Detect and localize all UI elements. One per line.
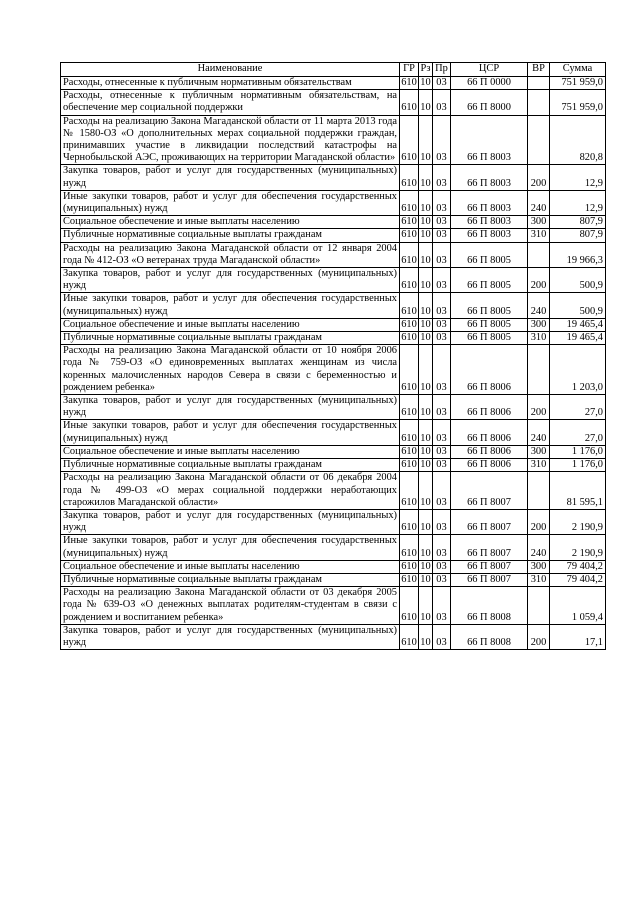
table-row <box>61 115 606 165</box>
header-gr: ГР <box>400 63 419 77</box>
cell-rz: 10 <box>420 318 431 330</box>
cell-vr <box>528 115 550 165</box>
cell-csr: 66 П 8008 <box>451 587 528 625</box>
cell-rz: 10 <box>419 395 433 420</box>
cell-pr: 03 <box>433 190 451 215</box>
cell-sum: 2 190,9 <box>550 535 606 560</box>
cell-name: Расходы на реализацию Закона Магаданской области от 03 декабря 2005 года № 639-ОЗ «О денежных выплатах родителям-студентам в связи с рождением и воспитанием ребенка» <box>61 587 400 625</box>
cell-sum: 1 203,0 <box>550 345 606 395</box>
cell-rz: 10 <box>420 332 431 344</box>
header-vr: ВР <box>528 63 550 77</box>
cell-rz: 10 <box>420 216 431 228</box>
cell-rz: 10 <box>419 587 433 625</box>
cell-pr: 03 <box>433 229 451 242</box>
cell-sum: 820,8 <box>550 115 606 165</box>
cell-pr: 03 <box>433 445 451 458</box>
table-row <box>61 509 606 534</box>
cell-csr: 66 П 8003 <box>451 216 528 229</box>
table-row <box>61 229 606 242</box>
cell-csr: 66 П 8005 <box>451 318 528 331</box>
cell-vr: 240 <box>528 293 550 318</box>
header-sum: Сумма <box>550 63 606 77</box>
cell-vr: 200 <box>528 395 550 420</box>
cell-sum: 1 176,0 <box>550 445 606 458</box>
cell-sum: 807,9 <box>550 216 606 229</box>
cell-gr: 610 <box>401 318 417 330</box>
cell-name: Иные закупки товаров, работ и услуг для обеспечения государственных (муниципальных) нужд <box>61 293 400 318</box>
table-row <box>61 165 606 190</box>
cell-gr: 610 <box>400 268 419 293</box>
cell-csr: 66 П 8006 <box>451 420 528 445</box>
cell-vr <box>528 587 550 625</box>
cell-sum: 79 404,2 <box>550 573 606 586</box>
cell-vr: 300 <box>528 560 550 573</box>
cell-rz: 10 <box>419 345 433 395</box>
cell-pr: 03 <box>433 509 451 534</box>
cell-name: Закупка товаров, работ и услуг для государственных (муниципальных) нужд <box>61 509 400 534</box>
cell-pr: 03 <box>433 560 451 573</box>
cell-gr: 610 <box>400 587 419 625</box>
cell-gr: 610 <box>401 77 417 88</box>
cell-csr: 66 П 0000 <box>451 77 528 90</box>
budget-table <box>60 62 606 650</box>
cell-name: Иные закупки товаров, работ и услуг для обеспечения государственных (муниципальных) нужд <box>61 420 400 445</box>
cell-vr <box>528 90 550 115</box>
cell-gr: 610 <box>400 90 419 115</box>
cell-gr: 610 <box>400 420 419 445</box>
cell-sum: 751 959,0 <box>550 90 606 115</box>
table-row <box>61 332 606 345</box>
table-row <box>61 90 606 115</box>
cell-sum: 500,9 <box>550 293 606 318</box>
cell-csr: 66 П 8007 <box>451 472 528 510</box>
cell-rz: 10 <box>420 445 431 457</box>
table-row <box>61 459 606 472</box>
cell-pr: 03 <box>433 587 451 625</box>
cell-vr: 310 <box>528 332 550 345</box>
cell-pr: 03 <box>433 573 451 586</box>
table-row <box>61 190 606 215</box>
cell-name: Публичные нормативные социальные выплаты гражданам <box>61 459 400 472</box>
cell-rz: 10 <box>420 560 431 572</box>
cell-name: Расходы на реализацию Закона Магаданской области от 10 ноября 2006 года № 759-ОЗ «О единовременных выплатах женщинам из числа коренных малочисленных народов Севера в связи с беременностью и рождением ребенка» <box>61 345 400 395</box>
cell-gr: 610 <box>401 216 417 228</box>
header-csr: ЦСР <box>451 63 528 77</box>
cell-sum: 12,9 <box>550 165 606 190</box>
cell-vr: 240 <box>528 535 550 560</box>
table-row <box>61 293 606 318</box>
header-rz: Рз <box>419 63 433 77</box>
cell-csr: 66 П 8007 <box>451 560 528 573</box>
cell-rz: 10 <box>419 535 433 560</box>
cell-vr <box>528 472 550 510</box>
table-row <box>61 395 606 420</box>
cell-pr: 03 <box>433 472 451 510</box>
cell-gr: 610 <box>400 293 419 318</box>
table-row <box>61 420 606 445</box>
table-row <box>61 216 606 229</box>
cell-csr: 66 П 8005 <box>451 268 528 293</box>
cell-gr: 610 <box>400 472 419 510</box>
cell-sum: 17,1 <box>550 624 606 649</box>
cell-pr: 03 <box>433 115 451 165</box>
cell-name: Социальное обеспечение и иные выплаты населению <box>61 560 400 573</box>
cell-gr: 610 <box>400 165 419 190</box>
table-row <box>61 624 606 649</box>
cell-csr: 66 П 8005 <box>451 332 528 345</box>
cell-csr: 66 П 8006 <box>451 459 528 472</box>
table-row <box>61 445 606 458</box>
cell-gr: 610 <box>400 190 419 215</box>
cell-rz: 10 <box>419 242 433 267</box>
table-body <box>61 77 606 650</box>
cell-sum: 19 966,3 <box>550 242 606 267</box>
cell-name: Социальное обеспечение и иные выплаты населению <box>61 318 400 331</box>
cell-sum: 79 404,2 <box>550 560 606 573</box>
cell-rz: 10 <box>419 90 433 115</box>
cell-pr: 03 <box>433 624 451 649</box>
cell-gr: 610 <box>400 115 419 165</box>
table-row <box>61 77 606 90</box>
cell-pr: 03 <box>433 90 451 115</box>
table-row <box>61 472 606 510</box>
cell-csr: 66 П 8008 <box>451 624 528 649</box>
cell-gr: 610 <box>400 395 419 420</box>
cell-sum: 807,9 <box>550 229 606 242</box>
table-row <box>61 268 606 293</box>
cell-csr: 66 П 8003 <box>451 190 528 215</box>
cell-pr: 03 <box>433 345 451 395</box>
cell-name: Расходы на реализацию Закона Магаданской области от 11 марта 2013 года № 1580-ОЗ «О дополнительных мерах социальной поддержки граждан, принимавших участие в ликвидации последствий катастрофы на Чернобыльской АЭС, проживающих на территории Магаданской области» <box>61 115 400 165</box>
cell-vr: 300 <box>528 445 550 458</box>
cell-vr: 240 <box>528 190 550 215</box>
cell-gr: 610 <box>401 229 417 241</box>
cell-sum: 12,9 <box>550 190 606 215</box>
cell-name: Закупка товаров, работ и услуг для государственных (муниципальных) нужд <box>61 624 400 649</box>
cell-sum: 500,9 <box>550 268 606 293</box>
cell-rz: 10 <box>419 293 433 318</box>
cell-vr <box>528 77 550 90</box>
cell-rz: 10 <box>419 624 433 649</box>
cell-rz: 10 <box>419 268 433 293</box>
cell-rz: 10 <box>420 459 431 471</box>
cell-name: Расходы, отнесенные к публичным нормативным обязательствам, на обеспечение мер социальной поддержки <box>61 90 400 115</box>
cell-vr: 200 <box>528 165 550 190</box>
cell-csr: 66 П 8007 <box>451 535 528 560</box>
cell-pr: 03 <box>433 242 451 267</box>
cell-name: Социальное обеспечение и иные выплаты населению <box>61 216 400 229</box>
cell-pr: 03 <box>433 395 451 420</box>
cell-csr: 66 П 8007 <box>451 509 528 534</box>
cell-pr: 03 <box>433 420 451 445</box>
cell-rz: 10 <box>419 472 433 510</box>
table-header-row <box>61 63 606 77</box>
cell-csr: 66 П 8006 <box>451 445 528 458</box>
cell-vr: 310 <box>528 573 550 586</box>
cell-name: Закупка товаров, работ и услуг для государственных (муниципальных) нужд <box>61 395 400 420</box>
cell-pr: 03 <box>433 293 451 318</box>
cell-sum: 27,0 <box>550 420 606 445</box>
cell-csr: 66 П 8003 <box>451 165 528 190</box>
cell-name: Иные закупки товаров, работ и услуг для обеспечения государственных (муниципальных) нужд <box>61 535 400 560</box>
cell-gr: 610 <box>400 624 419 649</box>
cell-vr <box>528 345 550 395</box>
cell-pr: 03 <box>433 268 451 293</box>
cell-gr: 610 <box>401 573 417 585</box>
cell-rz: 10 <box>420 229 431 241</box>
cell-sum: 19 465,4 <box>550 318 606 331</box>
cell-sum: 81 595,1 <box>550 472 606 510</box>
cell-sum: 1 059,4 <box>550 587 606 625</box>
cell-name: Иные закупки товаров, работ и услуг для обеспечения государственных (муниципальных) нужд <box>61 190 400 215</box>
cell-gr: 610 <box>400 509 419 534</box>
cell-name: Социальное обеспечение и иные выплаты населению <box>61 445 400 458</box>
table-row <box>61 242 606 267</box>
cell-gr: 610 <box>400 535 419 560</box>
cell-csr: 66 П 8000 <box>451 90 528 115</box>
table-row <box>61 573 606 586</box>
cell-name: Публичные нормативные социальные выплаты гражданам <box>61 573 400 586</box>
cell-csr: 66 П 8005 <box>451 242 528 267</box>
table-row <box>61 345 606 395</box>
cell-gr: 610 <box>401 445 417 457</box>
cell-csr: 66 П 8003 <box>451 229 528 242</box>
cell-vr: 200 <box>528 268 550 293</box>
cell-pr: 03 <box>433 459 451 472</box>
table-row <box>61 587 606 625</box>
cell-sum: 751 959,0 <box>550 77 606 90</box>
cell-sum: 19 465,4 <box>550 332 606 345</box>
cell-name: Расходы на реализацию Закона Магаданской области от 12 января 2004 года № 412-ОЗ «О ветеранах труда Магаданской области» <box>61 242 400 267</box>
cell-gr: 610 <box>401 332 417 344</box>
cell-rz: 10 <box>419 115 433 165</box>
cell-name: Закупка товаров, работ и услуг для государственных (муниципальных) нужд <box>61 268 400 293</box>
table-row <box>61 535 606 560</box>
cell-sum: 2 190,9 <box>550 509 606 534</box>
cell-gr: 610 <box>401 560 417 572</box>
cell-pr: 03 <box>433 77 451 90</box>
cell-name: Закупка товаров, работ и услуг для государственных (муниципальных) нужд <box>61 165 400 190</box>
cell-vr <box>528 242 550 267</box>
cell-sum: 1 176,0 <box>550 459 606 472</box>
cell-csr: 66 П 8006 <box>451 345 528 395</box>
cell-vr: 300 <box>528 216 550 229</box>
cell-name: Расходы на реализацию Закона Магаданской области от 06 декабря 2004 года № 499-ОЗ «О мерах социальной поддержки неработающих старожилов Магаданской области» <box>61 472 400 510</box>
cell-pr: 03 <box>433 535 451 560</box>
header-name: Наименование <box>61 63 400 77</box>
header-pr: Пр <box>433 63 451 77</box>
cell-csr: 66 П 8007 <box>451 573 528 586</box>
cell-rz: 10 <box>420 573 431 585</box>
cell-sum: 27,0 <box>550 395 606 420</box>
table-row <box>61 318 606 331</box>
cell-name: Публичные нормативные социальные выплаты гражданам <box>61 332 400 345</box>
cell-vr: 200 <box>528 624 550 649</box>
cell-pr: 03 <box>433 165 451 190</box>
cell-vr: 300 <box>528 318 550 331</box>
cell-rz: 10 <box>419 165 433 190</box>
cell-name: Расходы, отнесенные к публичным нормативным обязательствам <box>61 77 400 90</box>
cell-pr: 03 <box>433 216 451 229</box>
cell-gr: 610 <box>400 242 419 267</box>
table-row <box>61 560 606 573</box>
cell-vr: 310 <box>528 229 550 242</box>
cell-pr: 03 <box>433 332 451 345</box>
cell-name: Публичные нормативные социальные выплаты гражданам <box>61 229 400 242</box>
cell-csr: 66 П 8005 <box>451 293 528 318</box>
cell-csr: 66 П 8006 <box>451 395 528 420</box>
cell-gr: 610 <box>401 459 417 471</box>
cell-rz: 10 <box>419 509 433 534</box>
cell-vr: 240 <box>528 420 550 445</box>
budget-document <box>60 62 605 650</box>
cell-rz: 10 <box>419 420 433 445</box>
cell-csr: 66 П 8003 <box>451 115 528 165</box>
cell-rz: 10 <box>420 77 431 88</box>
cell-pr: 03 <box>433 318 451 331</box>
cell-gr: 610 <box>400 345 419 395</box>
cell-rz: 10 <box>419 190 433 215</box>
cell-vr: 200 <box>528 509 550 534</box>
cell-vr: 310 <box>528 459 550 472</box>
